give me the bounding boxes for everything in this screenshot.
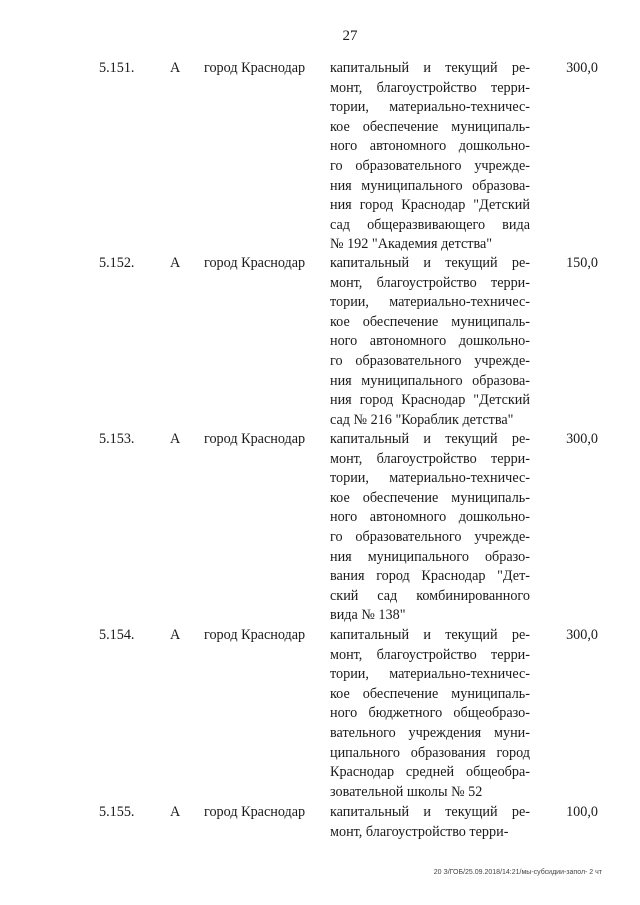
row-number: 5.154. [99, 627, 135, 643]
description-line: тории, материально-техничес- [330, 470, 530, 487]
description-line: ного автономного дошкольно- [330, 138, 530, 155]
row-category: А [170, 804, 181, 820]
description-line: ного автономного дошкольно- [330, 509, 530, 526]
row-number: 5.152. [99, 255, 135, 271]
description-line: тории, материально-техничес- [330, 666, 530, 683]
row-amount: 300,0 [566, 60, 598, 76]
row-category: А [170, 627, 181, 643]
row-municipality: город Краснодар [204, 255, 306, 271]
row-amount: 100,0 [566, 804, 598, 820]
description-line: тории, материально-техничес- [330, 294, 530, 311]
description-line: капитальный и текущий ре- [330, 255, 530, 271]
description-line: тории, материально-техничес- [330, 99, 530, 116]
description-line: вательного учреждения муни- [330, 724, 530, 741]
description-line: го образовательного учрежде- [330, 528, 530, 545]
description-line: ский сад комбинированного [330, 587, 530, 604]
description-line: кое обеспечение муниципаль- [330, 118, 530, 135]
page-number: 27 [342, 28, 358, 44]
description-line: ния муниципального образова- [330, 372, 530, 389]
row-description [330, 803, 530, 842]
row-municipality: город Краснодар [204, 431, 306, 447]
row-description [330, 59, 530, 255]
description-line: ния город Краснодар "Детский [330, 392, 530, 409]
description-line: № 192 "Академия детства" [330, 236, 493, 253]
row-municipality: город Краснодар [204, 627, 306, 643]
description-line: монт, благоустройство терри- [330, 646, 530, 663]
description-line: го образовательного учрежде- [330, 352, 530, 369]
description-line: капитальный и текущий ре- [330, 804, 530, 820]
row-municipality: город Краснодар [204, 60, 306, 76]
description-line: ного автономного дошкольно- [330, 333, 530, 350]
description-line: ного бюджетного общеобразо- [330, 705, 530, 722]
description-line: вида № 138" [330, 607, 406, 624]
description-line: монт, благоустройство терри- [330, 450, 530, 467]
description-line: сад общеразвивающего вида [330, 216, 530, 233]
row-description [330, 254, 530, 430]
row-amount: 150,0 [566, 255, 598, 271]
row-number: 5.153. [99, 431, 135, 447]
description-line: ния муниципального образова- [330, 177, 530, 194]
row-category: А [170, 255, 181, 271]
row-category: А [170, 60, 181, 76]
description-line: капитальный и текущий ре- [330, 60, 530, 76]
description-line: Краснодар средней общеобра- [330, 764, 530, 781]
description-line: капитальный и текущий ре- [330, 431, 530, 447]
description-line: ципального образования город [330, 744, 530, 761]
description-line: монт, благоустройство терри- [330, 274, 530, 291]
description-line: ния муниципального образо- [330, 548, 530, 565]
description-line: кое обеспечение муниципаль- [330, 685, 530, 702]
description-line: кое обеспечение муниципаль- [330, 313, 530, 330]
row-municipality: город Краснодар [204, 804, 306, 820]
description-line: монт, благоустройство терри- [330, 823, 509, 840]
row-amount: 300,0 [566, 627, 598, 643]
row-number: 5.155. [99, 804, 135, 820]
description-line: вания город Краснодар "Дет- [330, 568, 530, 585]
description-line: сад № 216 "Кораблик детства" [330, 411, 514, 428]
description-line: ния город Краснодар "Детский [330, 197, 530, 214]
row-amount: 300,0 [566, 431, 598, 447]
description-line: го образовательного учрежде- [330, 157, 530, 174]
row-description [330, 626, 530, 802]
row-number: 5.151. [99, 60, 135, 76]
description-line: монт, благоустройство терри- [330, 79, 530, 96]
description-line: кое обеспечение муниципаль- [330, 489, 530, 506]
footer-stamp: 20 З/ГОБ/25.09.2018/14:21/мы-субсидии-запол- 2 чт [433, 869, 602, 876]
row-description [330, 430, 530, 626]
row-category: А [170, 431, 181, 447]
description-line: капитальный и текущий ре- [330, 627, 530, 643]
description-line: зовательной школы № 52 [330, 783, 483, 800]
